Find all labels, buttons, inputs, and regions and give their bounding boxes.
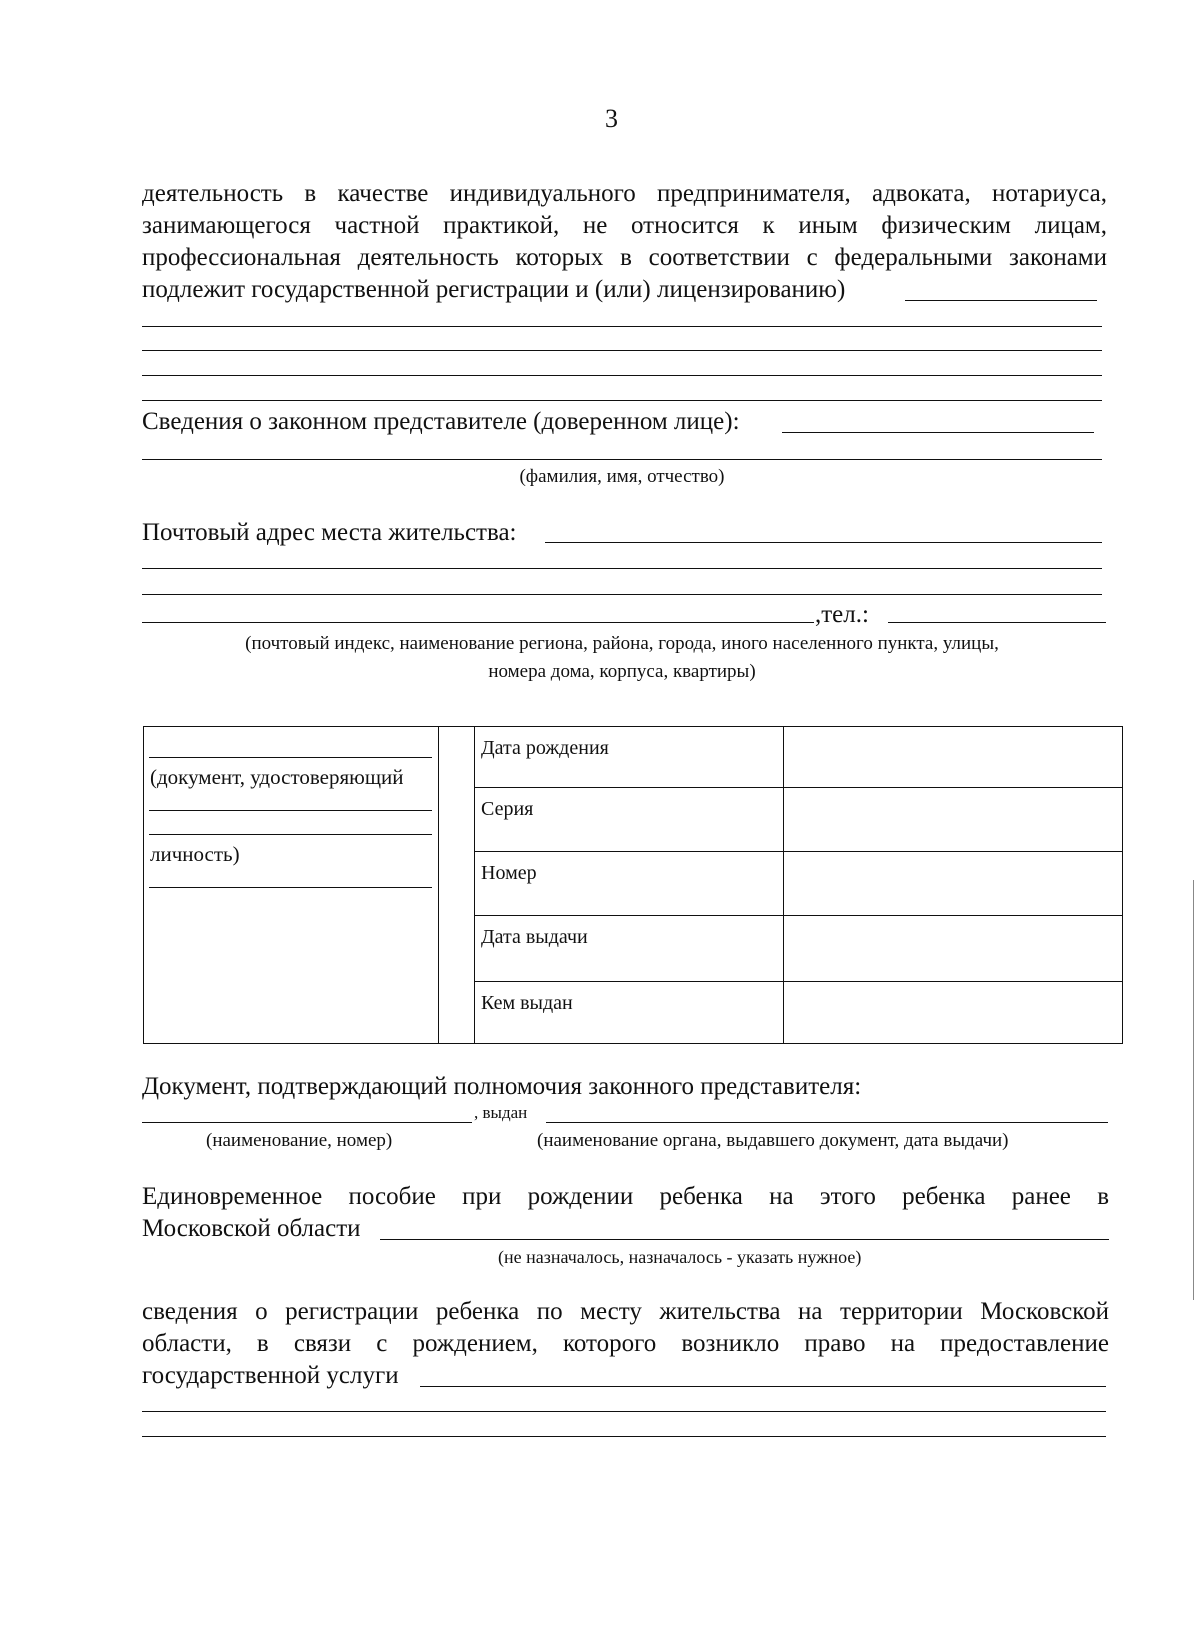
value-series[interactable] — [784, 788, 1123, 852]
registration-input-line[interactable] — [420, 1386, 1106, 1387]
licensing-input-line[interactable] — [905, 300, 1097, 301]
scan-edge — [1193, 880, 1194, 1300]
id-doc-caption-1: (документ, удостоверяющий — [150, 765, 404, 789]
id-doc-input-line[interactable] — [149, 757, 432, 758]
value-issue-date[interactable] — [784, 916, 1123, 982]
registration-input-line[interactable] — [142, 1411, 1106, 1412]
registration-line-1: сведения о регистрации ребенка по месту жительства на территории Московской — [142, 1298, 1109, 1325]
intro-line-2: занимающегося частной практикой, не относится к иным физическим лицам, — [142, 212, 1107, 239]
row-label-series: Серия — [475, 788, 784, 852]
id-doc-input-line[interactable] — [149, 834, 432, 835]
authority-caption-left: (наименование, номер) — [206, 1130, 393, 1151]
representative-caption: (фамилия, имя, отчество) — [519, 466, 725, 487]
row-label-birth-date: Дата рождения — [475, 727, 784, 788]
address-caption-1: (почтовый индекс, наименование региона, района, города, иного населенного пункта, улицы, — [245, 633, 999, 654]
value-birth-date[interactable] — [784, 727, 1123, 788]
authority-issuer-input-line[interactable] — [546, 1122, 1108, 1123]
id-doc-input-line[interactable] — [149, 810, 432, 811]
licensing-input-line[interactable] — [142, 375, 1102, 376]
intro-line-3: профессиональная деятельность которых в соответствии с федеральными законами — [142, 244, 1107, 271]
authority-name-input-line[interactable] — [142, 1122, 472, 1123]
benefit-caption: (не назначалось, назначалось - указать нужное) — [498, 1247, 862, 1267]
id-document-table — [143, 726, 1123, 1044]
benefit-line-2: Московской области — [142, 1215, 361, 1242]
authority-label: Документ, подтверждающий полномочия законного представителя: — [142, 1073, 862, 1100]
registration-input-line[interactable] — [142, 1436, 1106, 1437]
id-doc-caption-2: личность) — [150, 842, 240, 866]
row-label-issued-by: Кем выдан — [475, 982, 784, 1044]
page-number: 3 — [605, 104, 618, 133]
address-input-line[interactable] — [142, 568, 1102, 569]
representative-input-line[interactable] — [782, 432, 1094, 433]
value-number[interactable] — [784, 852, 1123, 916]
authority-caption-right: (наименование органа, выдавшего документ, дата выдачи) — [537, 1130, 1009, 1151]
authority-issued-label: , выдан — [474, 1103, 528, 1122]
address-input-line[interactable] — [142, 622, 814, 623]
address-caption-2: номера дома, корпуса, квартиры) — [488, 661, 756, 682]
id-document-left-cell — [144, 727, 439, 1044]
intro-line-1: деятельность в качестве индивидуального предпринимателя, адвоката, нотариуса, — [142, 180, 1107, 207]
row-label-number: Номер — [475, 852, 784, 916]
licensing-input-line[interactable] — [142, 350, 1102, 351]
address-input-line[interactable] — [545, 542, 1102, 543]
id-doc-input-line[interactable] — [149, 887, 432, 888]
value-issued-by[interactable] — [784, 982, 1123, 1044]
representative-input-line[interactable] — [142, 459, 1102, 460]
id-document-spacer-cell — [439, 727, 475, 1044]
registration-line-2: области, в связи с рождением, которого возникло право на предоставление — [142, 1330, 1109, 1357]
row-label-issue-date: Дата выдачи — [475, 916, 784, 982]
tel-label: ,тел.: — [815, 601, 869, 628]
tel-input-line[interactable] — [888, 622, 1106, 623]
registration-line-3: государственной услуги — [142, 1362, 399, 1389]
benefit-input-line[interactable] — [380, 1239, 1109, 1240]
licensing-input-line[interactable] — [142, 326, 1102, 327]
address-label: Почтовый адрес места жительства: — [142, 519, 517, 546]
representative-label: Сведения о законном представителе (доверенном лице): — [142, 408, 740, 435]
address-input-line[interactable] — [142, 594, 1102, 595]
licensing-input-line[interactable] — [142, 400, 1102, 401]
benefit-line-1: Единовременное пособие при рождении ребенка на этого ребенка ранее в — [142, 1183, 1109, 1210]
intro-line-4: подлежит государственной регистрации и (или) лицензированию) — [142, 276, 846, 303]
